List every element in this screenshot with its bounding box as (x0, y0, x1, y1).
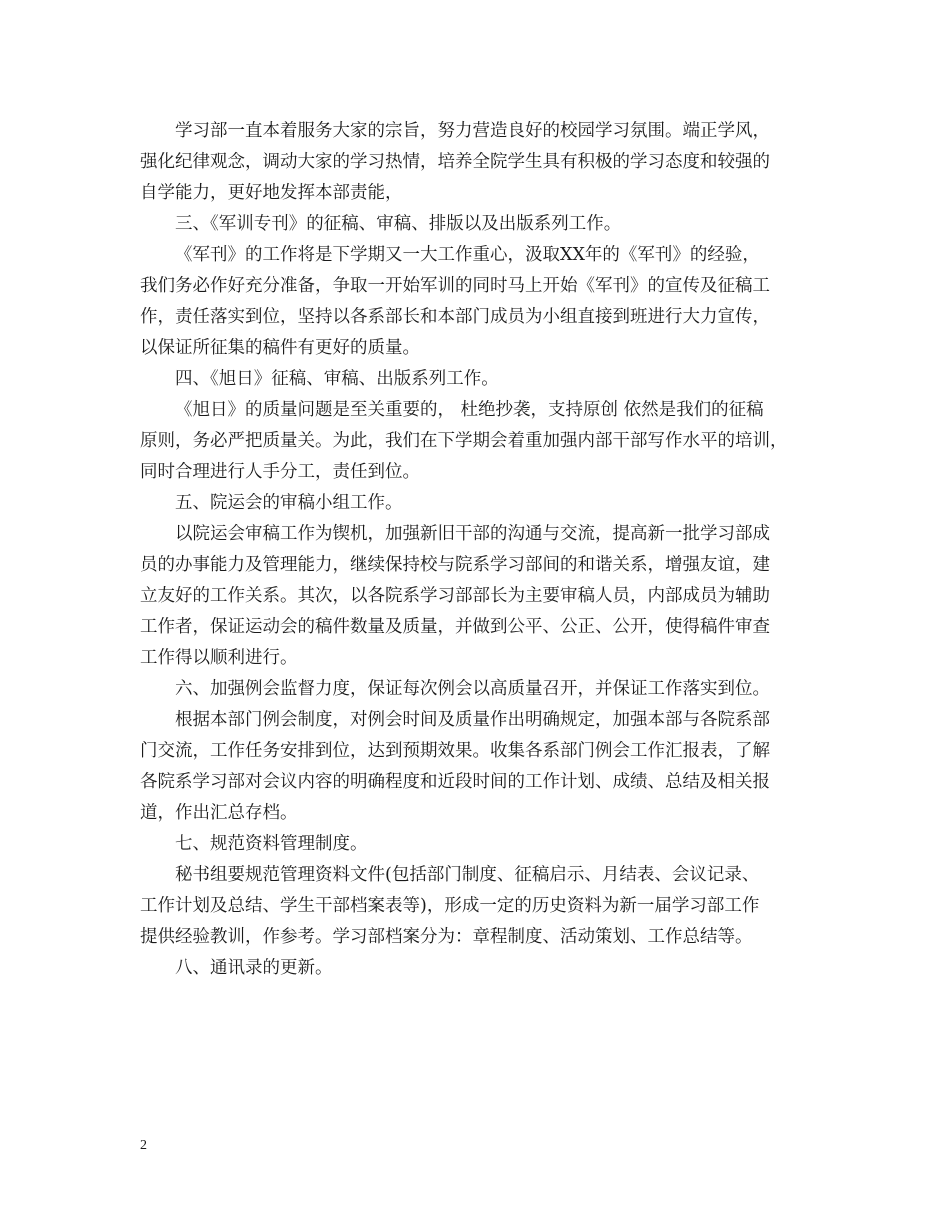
text-line: 工作计划及总结、学生干部档案表等)，形成一定的历史资料为新一届学习部工作 (140, 896, 760, 916)
text-line: 五、院运会的审稿小组工作。 (175, 493, 403, 513)
text-line: 学习部一直本着服务大家的宗旨，努力营造良好的校园学习氛围。端正学风， (175, 121, 770, 141)
text-line: 工作者，保证运动会的稿件数量及质量，并做到公平、公正、公开，使得稿件审查 (140, 617, 770, 637)
document-body (140, 116, 830, 984)
text-line: 八、通讯录的更新。 (175, 958, 333, 978)
text-line: 秘书组要规范管理资料文件(包括部门制度、征稿启示、月结表、会议记录、 (175, 865, 760, 885)
text-line: 道，作出汇总存档。 (140, 803, 298, 823)
text-line: 我们务必作好充分准备，争取一开始军训的同时马上开始《军刊》的宣传及征稿工 (140, 276, 770, 296)
text-line: 员的办事能力及管理能力，继续保持校与院系学习部间的和谐关系，增强友谊，建 (140, 555, 770, 575)
text-line: 根据本部门例会制度，对例会时间及质量作出明确规定，加强本部与各院系部 (175, 710, 770, 730)
text-line: 立友好的工作关系。其次，以各院系学习部部长为主要审稿人员，内部成员为辅助 (140, 586, 770, 606)
text-line: 以保证所征集的稿件有更好的质量。 (140, 338, 420, 358)
text-line: 原则，务必严把质量关。为此，我们在下学期会着重加强内部干部写作水平的培训， (140, 431, 788, 451)
text-line: 四、《旭日》征稿、审稿、出版系列工作。 (175, 369, 499, 389)
text-line: 各院系学习部对会议内容的明确程度和近段时间的工作计划、成绩、总结及相关报 (140, 772, 770, 792)
text-line: 工作得以顺利进行。 (140, 648, 298, 668)
text-line: 作，责任落实到位，坚持以各系部长和本部门成员为小组直接到班进行大力宣传， (140, 307, 770, 327)
text-line: 以院运会审稿工作为锲机，加强新旧干部的沟通与交流，提高新一批学习部成 (175, 524, 770, 544)
text-line: 自学能力，更好地发挥本部责能， (140, 183, 403, 203)
text-line: 七、规范资料管理制度。 (175, 834, 368, 854)
text-line: 门交流，工作任务安排到位，达到预期效果。收集各系部门例会工作汇报表，了解 (140, 741, 770, 761)
text-line: 《旭日》的质量问题是至关重要的， 杜绝抄袭，支持原创 依然是我们的征稿 (175, 400, 764, 420)
page-number: 2 (140, 1138, 147, 1153)
text-line: 三、《军训专刊》的征稿、审稿、排版以及出版系列工作。 (175, 214, 622, 234)
text-line: 强化纪律观念，调动大家的学习热情，培养全院学生具有积极的学习态度和较强的 (140, 152, 770, 172)
text-line: 《军刊》的工作将是下学期又一大工作重心，汲取XX年的《军刊》的经验， (175, 245, 760, 265)
text-line: 同时合理进行人手分工，责任到位。 (140, 462, 420, 482)
text-line: 六、加强例会监督力度，保证每次例会以高质量召开，并保证工作落实到位。 (175, 679, 770, 699)
text-line: 提供经验教训，作参考。学习部档案分为：章程制度、活动策划、工作总结等。 (140, 927, 753, 947)
